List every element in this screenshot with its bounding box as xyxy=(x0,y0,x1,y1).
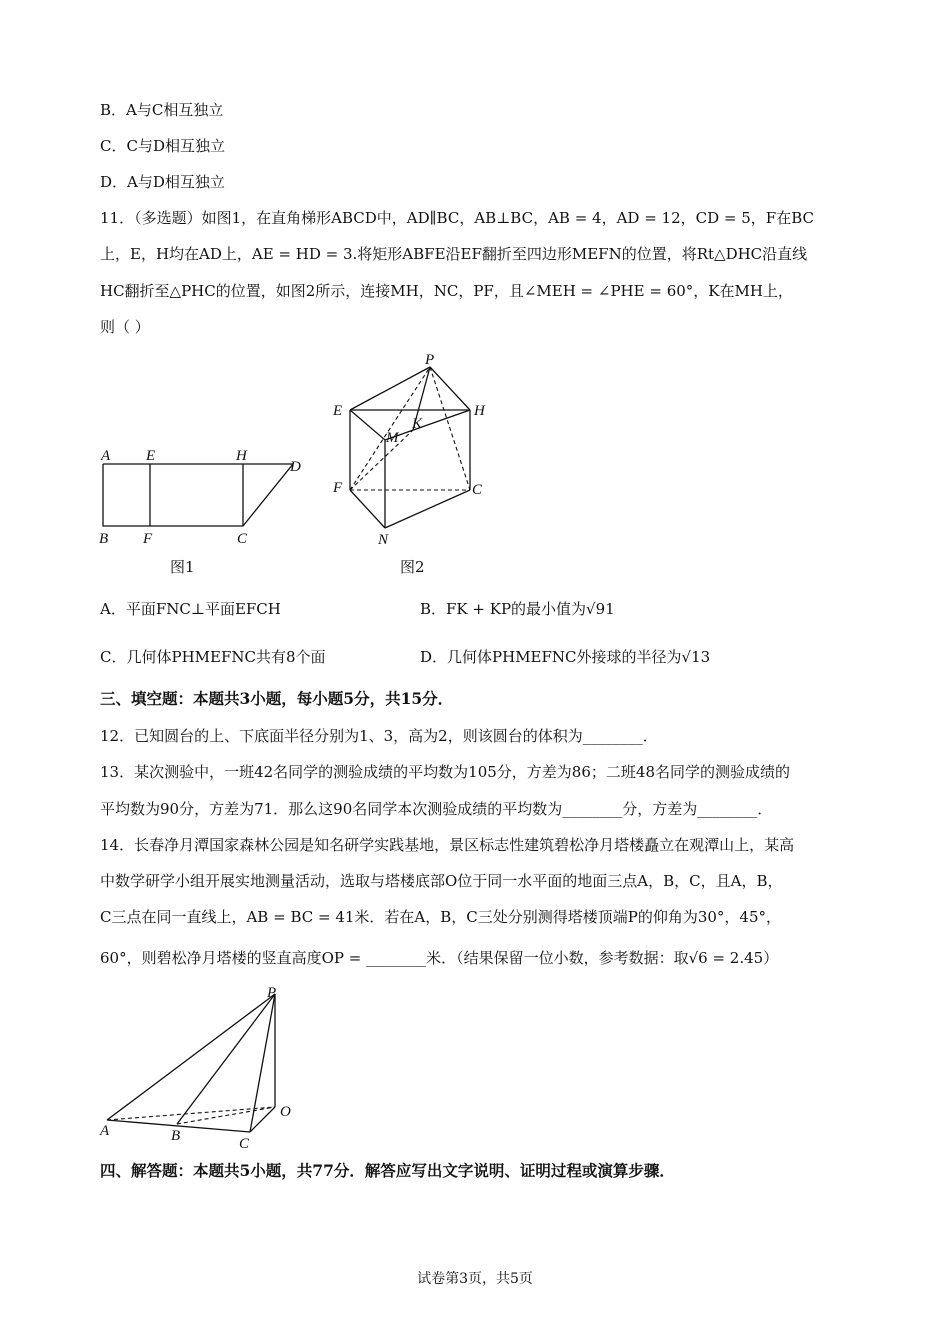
question-13-line-2: 平均数为90分，方差为71．那么这90名同学本次测验成绩的平均数为________分，方差为________． xyxy=(100,800,773,818)
fig3-label-o: O xyxy=(280,1104,291,1120)
answer-option-a: A．平面FNC⊥平面EFCH xyxy=(100,600,281,618)
fig3-label-b: B xyxy=(171,1128,181,1144)
fig2-label-p: P xyxy=(425,352,435,368)
answer-option-c: C．几何体PHMEFNC共有8个面 xyxy=(100,648,326,666)
question-11-line-3: HC翻折至△PHC的位置，如图2所示，连接MH，NC，PF，且∠MEH = ∠PHE = 60°，K在MH上， xyxy=(100,282,793,300)
fig1-label-b: B xyxy=(99,531,109,547)
figure-2-solid xyxy=(325,350,510,550)
answer-option-b: B．FK + KP的最小值为√91 xyxy=(420,600,615,618)
fig2-label-k: K xyxy=(412,416,423,432)
figure-2-caption: 图2 xyxy=(400,558,425,576)
figure-1-trapezoid xyxy=(95,440,320,550)
question-11-line-4: 则（ ） xyxy=(100,318,150,336)
page-footer: 试卷第3页，共5页 xyxy=(417,1271,533,1287)
fig3-label-c: C xyxy=(239,1136,250,1152)
fig2-label-c: C xyxy=(472,482,483,498)
fig2-label-h: H xyxy=(474,403,485,419)
option-c-line: C．C与D相互独立 xyxy=(100,137,225,155)
fig1-label-e: E xyxy=(146,448,156,464)
question-12: 12．已知圆台的上、下底面半径分别为1、3，高为2，则该圆台的体积为________． xyxy=(100,727,658,745)
figure-3-tower xyxy=(95,982,305,1152)
question-14-line-1: 14．长春净月潭国家森林公园是知名研学实践基地，景区标志性建筑碧松净月塔楼矗立在观潭山上，某高 xyxy=(100,836,795,854)
fig1-label-a: A xyxy=(101,448,111,464)
question-14-line-2: 中数学研学小组开展实地测量活动，选取与塔楼底部O位于同一水平面的地面三点A，B，C，且A，B， xyxy=(100,872,783,890)
answer-option-d: D．几何体PHMEFNC外接球的半径为√13 xyxy=(420,648,711,666)
fig3-label-p: P xyxy=(267,985,277,1001)
question-14-line-3: C三点在同一直线上，AB = BC = 41米．若在A，B，C三处分别测得塔楼顶端P的仰角为30°，45°， xyxy=(100,908,782,926)
fig2-label-n: N xyxy=(378,532,389,548)
section-4-heading: 四、解答题：本题共5小题，共77分．解答应写出文字说明、证明过程或演算步骤． xyxy=(100,1161,675,1180)
section-3-heading: 三、填空题：本题共3小题，每小题5分，共15分． xyxy=(100,689,454,708)
fig1-label-c: C xyxy=(237,531,248,547)
question-13-line-1: 13．某次测验中，一班42名同学的测验成绩的平均数为105分，方差为86；二班48名同学的测验成绩的 xyxy=(100,763,790,781)
fig1-label-h: H xyxy=(236,448,247,464)
fig2-label-f: F xyxy=(333,480,343,496)
fig2-label-e: E xyxy=(333,403,343,419)
figure-1-caption: 图1 xyxy=(170,558,195,576)
option-d-line: D．A与D相互独立 xyxy=(100,173,225,191)
fig1-label-f: F xyxy=(143,531,153,547)
question-11-line-2: 上，E，H均在AD上，AE = HD = 3.将矩形ABFE沿EF翻折至四边形MEFN的位置，将Rt△DHC沿直线 xyxy=(100,245,808,263)
question-14-line-4: 60°，则碧松净月塔楼的竖直高度OP = ________米．（结果保留一位小数，参考数据：取√6 = 2.45） xyxy=(100,949,779,967)
question-11-line-1: 11．（多选题）如图1，在直角梯形ABCD中，AD∥BC，AB⊥BC，AB = 4，AD = 12，CD = 5，F在BC xyxy=(100,209,814,227)
option-b-line: B．A与C相互独立 xyxy=(100,101,224,119)
fig3-label-a: A xyxy=(100,1123,110,1139)
fig1-label-d: D xyxy=(290,459,301,475)
fig2-label-m: M xyxy=(386,430,399,446)
